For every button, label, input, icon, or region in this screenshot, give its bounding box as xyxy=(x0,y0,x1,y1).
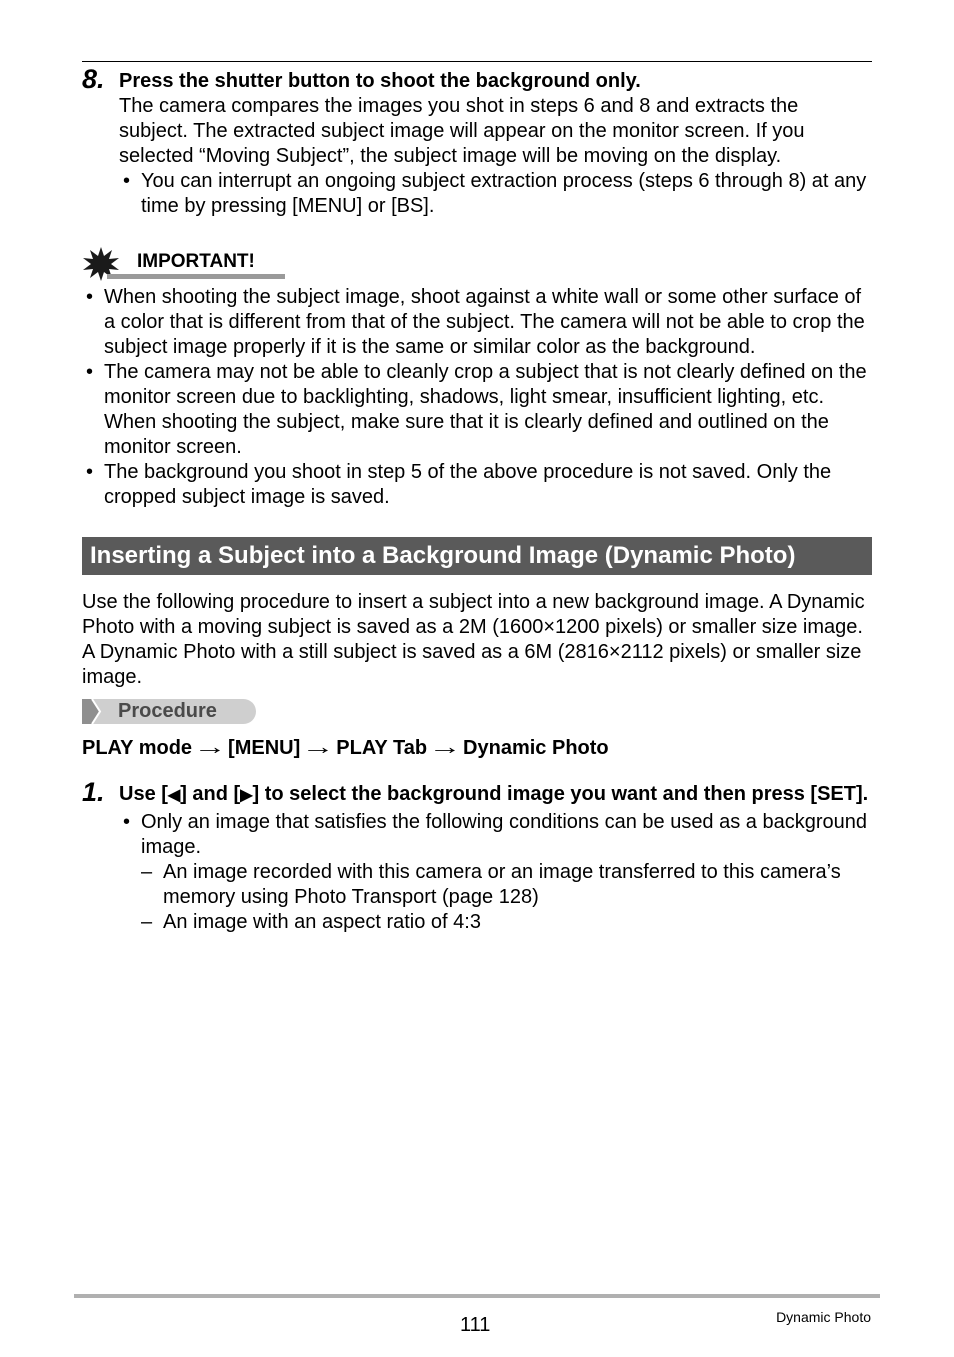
step-body: The camera compares the images you shot in steps 6 and 8 and extracts the subject. The extracted subject image will appear on the monitor screen. If you selected “Moving Subject”, the subject image will be moving on the display. xyxy=(119,95,805,167)
list-item: • The background you shoot in step 5 of the above procedure is not saved. Only the cropped subject image is saved. xyxy=(82,460,874,510)
list-item xyxy=(119,810,872,935)
page-number: 111 xyxy=(460,1314,491,1336)
top-rule xyxy=(82,61,872,62)
step-title: Press the shutter button to shoot the background only. xyxy=(119,70,641,92)
procedure-label: Procedure xyxy=(118,700,217,722)
list-item-text: Only an image that satisfies the following conditions can be used as a background image. xyxy=(141,811,867,858)
arrow-right-icon: → xyxy=(301,734,335,759)
footer-section-name: Dynamic Photo xyxy=(776,1309,871,1325)
menu-path xyxy=(82,734,609,761)
sub-list-item: – An image recorded with this camera or an image transferred to this camera’s memory using Photo Transport (page 128) xyxy=(141,860,872,910)
list-item: • The camera may not be able to cleanly crop a subject that is not clearly defined on the monitor screen due to backlighting, shadows, light smear, insufficient lighting, etc. When shooting the subject, make sure that it is clearly defined and outlined on the monitor screen. xyxy=(82,360,874,460)
arrow-right-icon: → xyxy=(428,734,462,759)
right-arrow-icon: ▶ xyxy=(240,787,253,804)
left-arrow-icon: ◀ xyxy=(167,787,181,804)
arrow-right-icon: → xyxy=(193,734,227,759)
menu-path-item: Dynamic Photo xyxy=(463,737,609,759)
sub-list-item: – An image with an aspect ratio of 4:3 xyxy=(141,910,872,935)
title-text: ] to select the background image you want and then press [SET]. xyxy=(252,783,869,805)
step-bullets xyxy=(119,169,872,219)
important-label: IMPORTANT! xyxy=(137,251,255,272)
section-heading: Inserting a Subject into a Background Image (Dynamic Photo) xyxy=(82,537,872,575)
step-number: 8. xyxy=(82,64,105,94)
important-heading xyxy=(82,247,287,279)
important-list xyxy=(82,285,874,510)
sub-list xyxy=(141,860,872,935)
important-underline xyxy=(107,274,285,279)
step-bullets xyxy=(119,810,872,935)
menu-path-item: [MENU] xyxy=(228,737,301,759)
menu-path-item: PLAY Tab xyxy=(336,737,428,759)
menu-path-item: PLAY mode xyxy=(82,737,193,759)
list-item: • You can interrupt an ongoing subject extraction process (steps 6 through 8) at any time by pressing [MENU] or [BS]. xyxy=(119,169,872,219)
step-number: 1. xyxy=(82,777,105,807)
list-item: • When shooting the subject image, shoot against a white wall or some other surface of a color that is different from that of the subject. The camera will not be able to crop the subject image properly if it is the same or similar color as the background. xyxy=(82,285,874,360)
title-text: ] and [ xyxy=(180,783,241,805)
section-intro: Use the following procedure to insert a subject into a new background image. A Dynamic Photo with a moving subject is saved as a 2M (1600×1200 pixels) or smaller size image. A Dynamic Photo with a still subject is saved as a 6M (2816×2112 pixels) or smaller size image. xyxy=(82,591,865,688)
step-title xyxy=(119,781,872,809)
footer-rule xyxy=(74,1294,880,1298)
step-8 xyxy=(82,64,872,219)
title-text: Use [ xyxy=(119,783,168,805)
procedure-tag xyxy=(82,699,256,724)
step-1 xyxy=(82,777,872,935)
